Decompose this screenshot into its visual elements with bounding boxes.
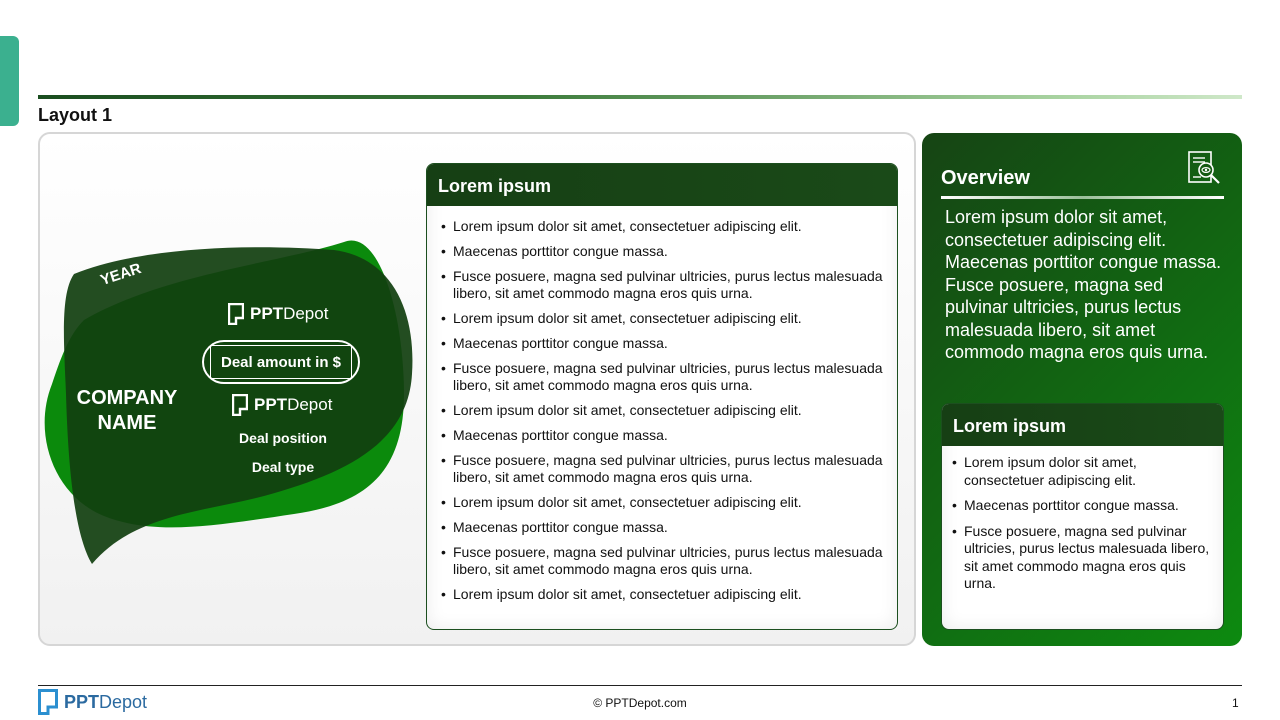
list-item: • Lorem ipsum dolor sit amet, consectetuer adipiscing elit. bbox=[453, 494, 887, 511]
slide-title: Layout 1 bbox=[38, 105, 113, 125]
logo-regular-text: Depot bbox=[287, 395, 333, 414]
logo-regular-text: Depot bbox=[283, 304, 329, 323]
pptdepot-logo-icon bbox=[232, 394, 248, 416]
footer-divider bbox=[38, 685, 1242, 686]
deal-amount-label: Deal amount in $ bbox=[210, 345, 352, 379]
main-content-card bbox=[426, 163, 898, 630]
main-card-list bbox=[427, 206, 897, 603]
overview-divider bbox=[941, 196, 1224, 199]
pptdepot-logo bbox=[228, 303, 328, 325]
page-number: 1 bbox=[1232, 696, 1239, 710]
deal-type-label: Deal type bbox=[251, 459, 315, 475]
list-item: • Fusce posuere, magna sed pulvinar ultricies, purus lectus malesuada libero, sit amet commodo magna eros quis urna. bbox=[453, 452, 887, 486]
list-item: • Lorem ipsum dolor sit amet, consectetuer adipiscing elit. bbox=[453, 310, 887, 327]
footer-logo-bold: PPT bbox=[64, 691, 100, 712]
list-item: • Maecenas porttitor congue massa. bbox=[453, 243, 887, 260]
side-card-title: Lorem ipsum bbox=[942, 404, 1223, 446]
list-item: • Fusce posuere, magna sed pulvinar ultricies, purus lectus malesuada libero, sit amet commodo magna eros quis urna. bbox=[453, 360, 887, 394]
pptdepot-logo-icon bbox=[228, 303, 244, 325]
list-item: • Lorem ipsum dolor sit amet, consectetuer adipiscing elit. bbox=[453, 402, 887, 419]
overview-title: Overview bbox=[941, 167, 1030, 189]
list-item: • Lorem ipsum dolor sit amet, consectetuer adipiscing elit. bbox=[453, 586, 887, 603]
side-content-card bbox=[941, 403, 1224, 630]
logo-bold-text: PPT bbox=[250, 304, 284, 323]
list-item: • Lorem ipsum dolor sit amet, consectetuer adipiscing elit. bbox=[453, 218, 887, 235]
list-item: • Fusce posuere, magna sed pulvinar ultricies, purus lectus malesuada libero, sit amet commodo magna eros quis urna. bbox=[964, 523, 1215, 593]
list-item: • Maecenas porttitor congue massa. bbox=[453, 335, 887, 352]
list-item: • Fusce posuere, magna sed pulvinar ultricies, purus lectus malesuada libero, sit amet commodo magna eros quis urna. bbox=[453, 544, 887, 578]
list-item: • Maecenas porttitor congue massa. bbox=[453, 427, 887, 444]
overview-text: Lorem ipsum dolor sit amet, consectetuer adipiscing elit. Maecenas porttitor congue massa. Fusce posuere, magna sed pulvinar ultricies, purus lectus malesuada libero, sit amet commodo magna eros quis urna. bbox=[945, 207, 1222, 362]
list-item: • Maecenas porttitor congue massa. bbox=[453, 519, 887, 536]
footer-logo-regular: Depot bbox=[99, 691, 148, 712]
main-card-title: Lorem ipsum bbox=[427, 164, 897, 206]
list-item: • Lorem ipsum dolor sit amet, consectetuer adipiscing elit. bbox=[964, 454, 1215, 489]
logo-bold-text: PPT bbox=[254, 395, 288, 414]
copyright-text: © PPTDepot.com bbox=[593, 696, 687, 710]
year-label: YEAR bbox=[98, 259, 144, 290]
side-accent-tab bbox=[0, 36, 19, 126]
title-divider bbox=[38, 95, 1242, 99]
pptdepot-logo bbox=[232, 394, 332, 416]
list-item: • Fusce posuere, magna sed pulvinar ultricies, purus lectus malesuada libero, sit amet commodo magna eros quis urna. bbox=[453, 268, 887, 302]
side-card-list bbox=[942, 446, 1223, 593]
list-item: • Maecenas porttitor congue massa. bbox=[964, 497, 1215, 515]
company-name-label: COMPANY NAME bbox=[76, 387, 178, 434]
document-search-icon bbox=[1186, 150, 1222, 186]
deal-position-label: Deal position bbox=[239, 430, 327, 446]
deal-amount-badge bbox=[202, 340, 360, 384]
